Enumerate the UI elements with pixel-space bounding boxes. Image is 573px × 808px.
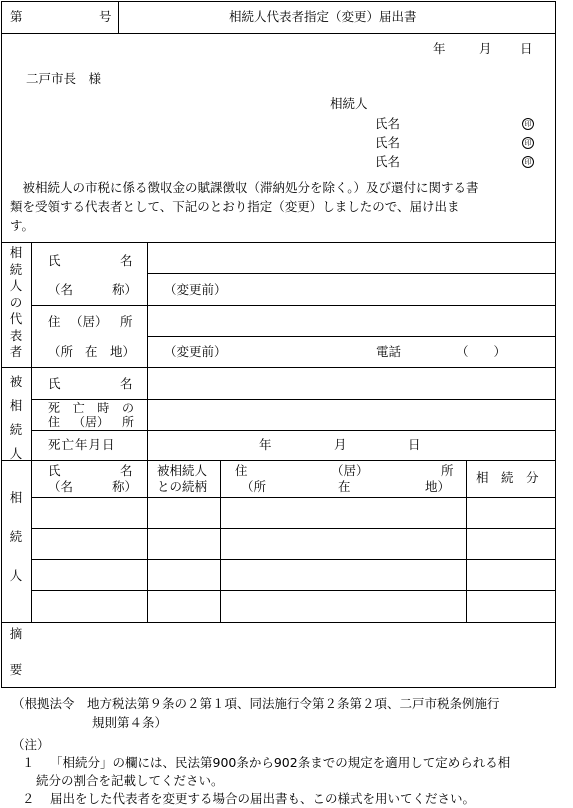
rep-name-label-a: 氏 xyxy=(48,253,61,268)
date-month: 月 xyxy=(479,41,492,56)
rep-section-label xyxy=(7,247,25,363)
addressee: 二戸市長 様 xyxy=(26,71,102,86)
col-share: 相 続 分 xyxy=(476,470,539,485)
rep-title-label-b: 称） xyxy=(112,282,138,297)
col-name2-a: （名 xyxy=(48,479,74,494)
death-month: 月 xyxy=(334,437,347,452)
vertical-label-char: 要 xyxy=(9,662,23,677)
label-char: 所 xyxy=(121,415,134,429)
label-char: 時 xyxy=(97,401,110,415)
number-prefix: 第 xyxy=(10,9,23,24)
date-year: 年 xyxy=(433,41,446,56)
legal-basis-line-2: 規則第４条） xyxy=(92,715,168,730)
legal-basis-line-1: （根拠法令 地方税法第９条の２第１項、同法施行令第２条第２項、二戸市税条例施行 xyxy=(12,696,500,711)
decedent-section-label xyxy=(7,376,25,472)
label-char: 亡 xyxy=(72,401,85,415)
vertical-label-char: 続 xyxy=(9,422,23,437)
col-relationship-2: との続柄 xyxy=(157,479,208,494)
vertical-label-char: 被 xyxy=(9,374,23,389)
rep-phone-label: 電話 xyxy=(376,344,402,359)
col-addr-a: 住 xyxy=(235,463,248,478)
vertical-label-char: 相 xyxy=(9,245,23,260)
col-addr2-b: 在 xyxy=(338,479,351,494)
rep-before-change-2: （変更前） xyxy=(164,344,227,359)
label-char: （居） xyxy=(72,415,109,429)
rep-before-change-1: （変更前） xyxy=(164,282,227,297)
rep-loc-label-b: 在 xyxy=(85,344,98,359)
seal-icon: 印 xyxy=(522,118,534,130)
heir-name-label-3: 氏名 xyxy=(375,154,401,169)
label-char: の xyxy=(121,401,134,415)
death-day: 日 xyxy=(408,437,421,452)
remarks-section-label xyxy=(7,628,25,700)
col-name2-b: 称） xyxy=(112,479,138,494)
heirs-section-text xyxy=(7,492,25,609)
note-2-number: ２ xyxy=(22,791,35,806)
vertical-label-char: 者 xyxy=(9,344,23,359)
note-2-line-1: 届出をした代表者を変更する場合の届出書も、この様式を用いてください。 xyxy=(50,791,476,806)
notes-title: （注） xyxy=(12,737,50,752)
note-1-number: １ xyxy=(22,755,35,770)
col-addr2-c: 地） xyxy=(425,479,451,494)
heirs-section-label xyxy=(7,492,25,609)
rep-addr-label-a: 住 xyxy=(48,314,61,329)
vertical-label-char: 相 xyxy=(9,398,23,413)
death-date-label: 死亡年月日 xyxy=(48,437,116,452)
label-char: 住 xyxy=(48,415,61,429)
col-name-a: 氏 xyxy=(48,463,61,478)
rep-addr-label-b: （居） xyxy=(70,314,108,329)
death-address-label xyxy=(48,402,138,428)
rep-addr-label-c: 所 xyxy=(120,314,133,329)
vertical-label-char: 摘 xyxy=(9,626,23,641)
declaration-text xyxy=(10,178,555,235)
death-year: 年 xyxy=(259,437,272,452)
rep-loc-label-c: 地） xyxy=(110,344,136,359)
heir-name-label-2: 氏名 xyxy=(375,135,401,150)
declaration-line: す。 xyxy=(10,218,35,233)
vertical-label-char: の xyxy=(9,294,23,310)
col-name-b: 名 xyxy=(120,463,133,478)
vertical-label-char: 表 xyxy=(9,327,23,343)
note-1-line-1: 「相続分」の欄には、民法第900条から902条までの規定を適用して定められる相 xyxy=(50,755,511,770)
vertical-label-char: 続 xyxy=(9,261,23,277)
vertical-label-char: 続 xyxy=(9,529,23,544)
heir-name-label-1: 氏名 xyxy=(375,116,401,131)
vertical-label-char: 人 xyxy=(9,568,23,583)
decedent-name-label-a: 氏 xyxy=(48,376,61,391)
seal-icon: 印 xyxy=(522,156,534,168)
label-char: 死 xyxy=(48,401,61,415)
declaration-line: 被相続人の市税に係る徴収金の賦課徴収（滞納処分を除く。）及び還付に関する書 xyxy=(10,180,479,195)
date-day: 日 xyxy=(520,41,533,56)
rep-phone-paren: （ ） xyxy=(456,344,507,359)
decedent-name-label-b: 名 xyxy=(120,376,133,391)
rep-title-label-a: （名 xyxy=(48,282,74,297)
note-1-line-2: 続分の割合を記載してください。 xyxy=(36,773,224,788)
col-addr-c: 所 xyxy=(441,463,454,478)
form-title: 相続人代表者指定（変更）届出書 xyxy=(229,9,417,24)
seal-icon: 印 xyxy=(522,137,534,149)
rep-loc-label-a: （所 xyxy=(48,344,74,359)
col-addr2-a: （所 xyxy=(241,479,267,494)
col-relationship-1: 被相続人 xyxy=(157,463,208,478)
vertical-label-char: 相 xyxy=(9,490,23,505)
vertical-label-char: 人 xyxy=(9,446,23,461)
vertical-label-char: 人 xyxy=(9,278,23,293)
rep-name-label-b: 名 xyxy=(120,253,133,268)
declaration-line: 類を受領する代表者として、下記のとおり指定（変更）しましたので、届け出ま xyxy=(10,199,460,214)
heirs-label: 相続人 xyxy=(330,96,368,111)
vertical-label-char: 代 xyxy=(9,311,23,326)
col-addr-b: （居） xyxy=(331,463,369,478)
number-suffix: 号 xyxy=(99,9,112,24)
